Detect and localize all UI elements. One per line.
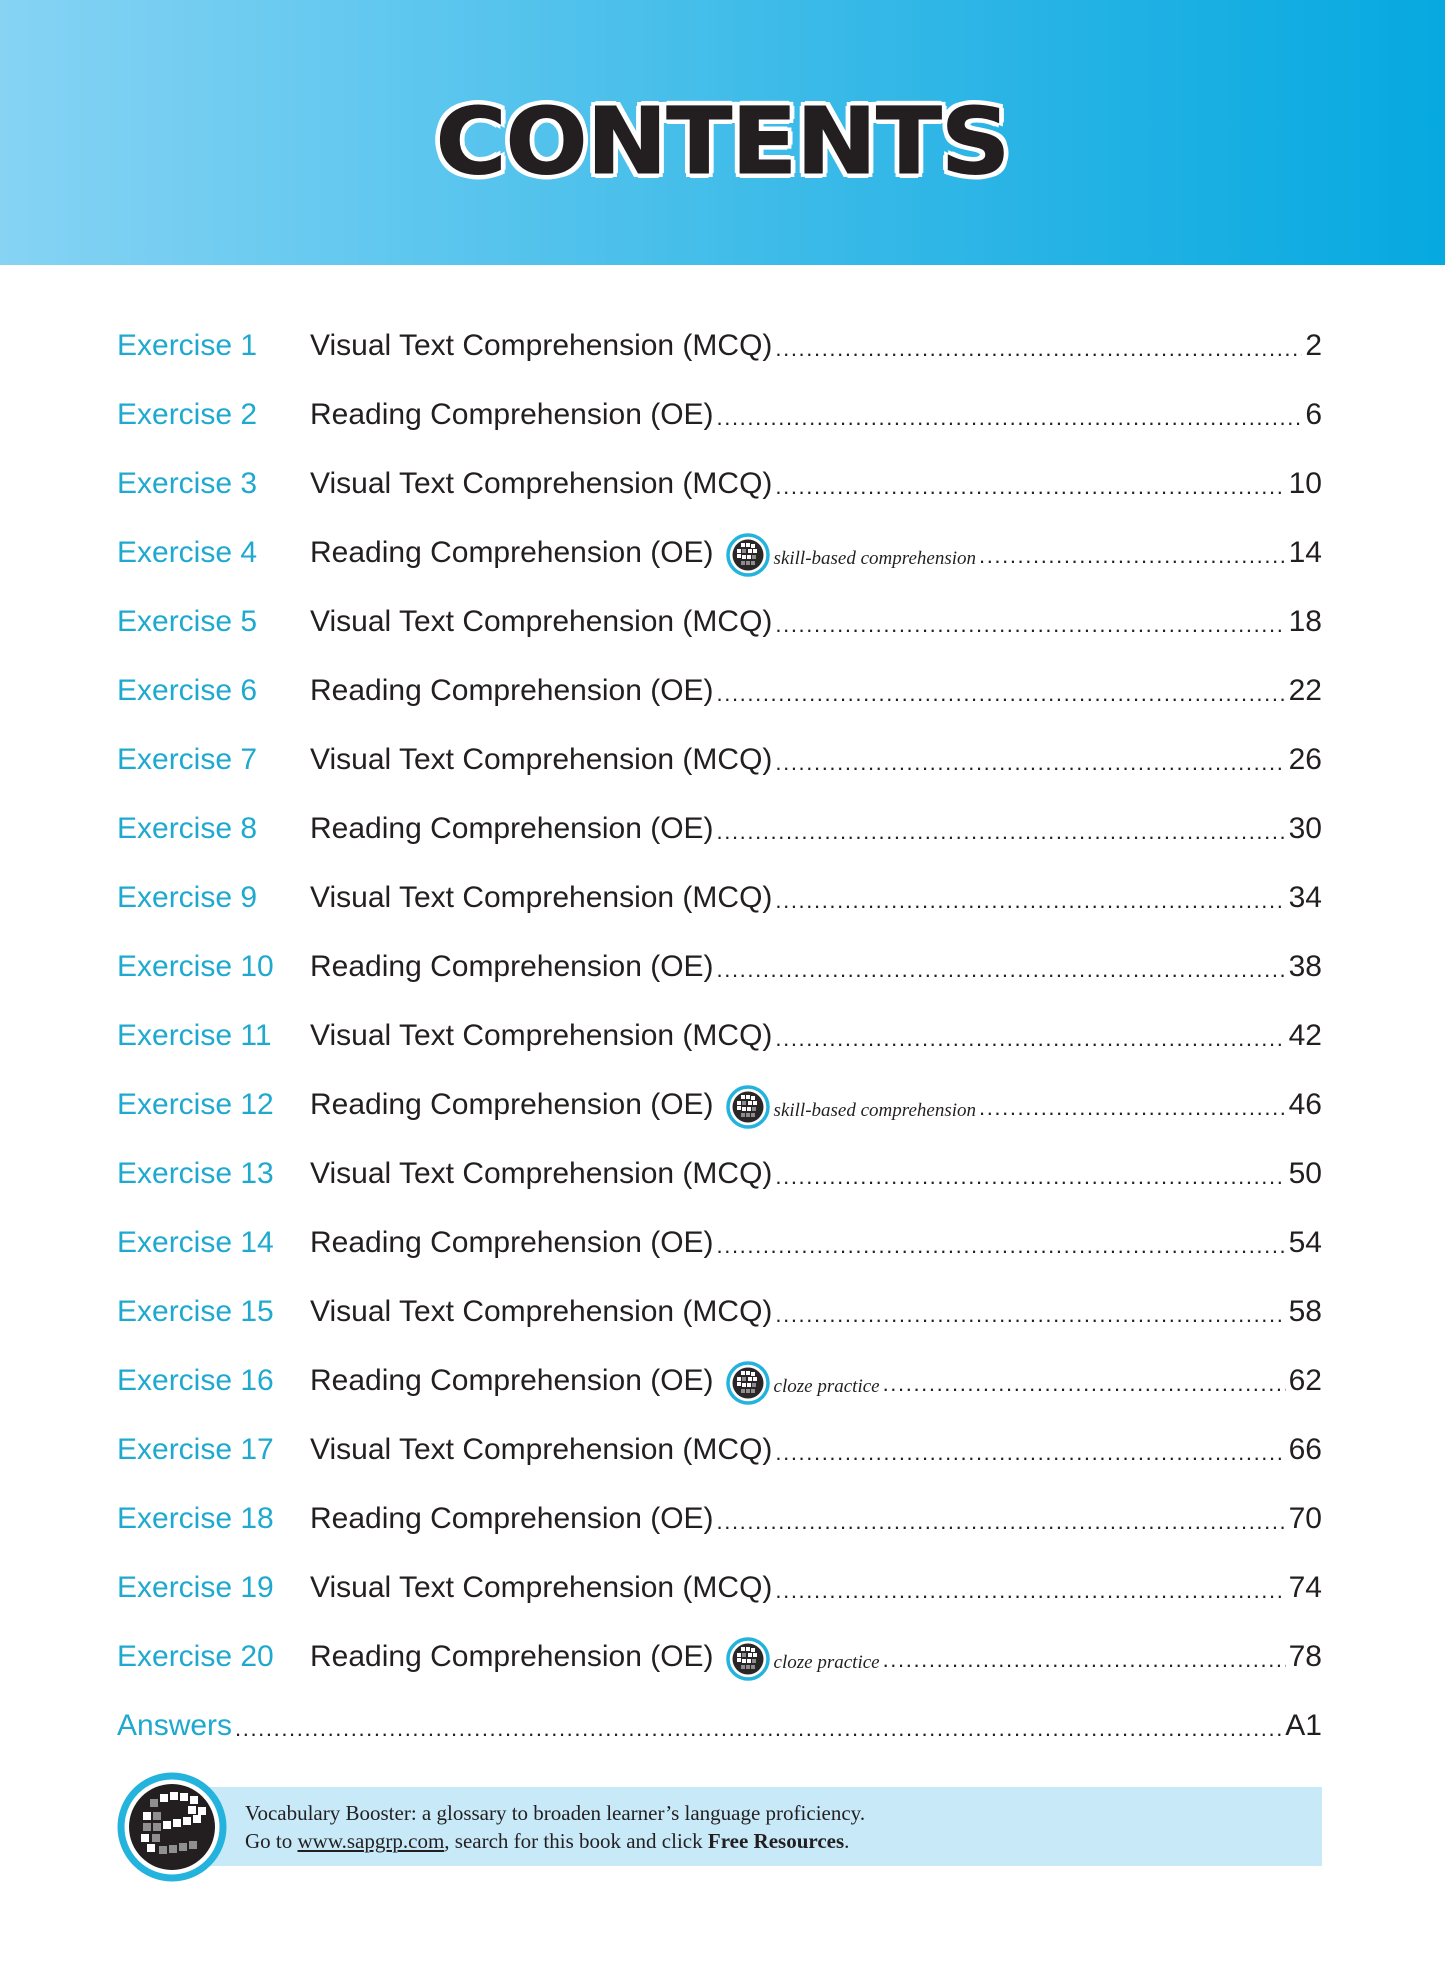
dot-leader [717, 398, 1303, 438]
exercise-title: Visual Text Comprehension (MCQ) [310, 329, 773, 362]
toc-row-exercise-18[interactable] [117, 1499, 1322, 1568]
exercise-title: Visual Text Comprehension (MCQ) [310, 605, 773, 638]
page-number: 50 [1288, 1157, 1322, 1190]
page-number: 18 [1288, 605, 1322, 638]
dot-leader [775, 467, 1285, 507]
exercise-label: Exercise 15 [117, 1295, 274, 1328]
dot-leader [883, 1640, 1286, 1680]
page-number: 14 [1288, 536, 1322, 569]
exercise-tag-text: cloze practice [773, 1652, 880, 1673]
dot-leader [775, 329, 1302, 369]
dot-leader [235, 1709, 1282, 1749]
exercise-title: Reading Comprehension (OE) [310, 1640, 714, 1673]
dot-leader [775, 1019, 1285, 1059]
dot-leader [717, 674, 1286, 714]
exercise-label: Exercise 4 [117, 536, 258, 569]
toc-row-exercise-9[interactable] [117, 878, 1322, 947]
toc-row-exercise-1[interactable] [117, 326, 1322, 395]
booster-text [245, 1799, 865, 1855]
exercise-tag-text: cloze practice [773, 1376, 880, 1397]
page-number: 10 [1288, 467, 1322, 500]
booster-badge-icon [726, 1637, 770, 1681]
page-number: 30 [1288, 812, 1322, 845]
page-number: 46 [1288, 1088, 1322, 1121]
page-number: 54 [1288, 1226, 1322, 1259]
exercise-title: Reading Comprehension (OE) [310, 1502, 714, 1535]
dot-leader [775, 743, 1285, 783]
exercise-title: Reading Comprehension (OE) [310, 1364, 714, 1397]
table-of-contents [117, 326, 1322, 1775]
page-number: 74 [1288, 1571, 1322, 1604]
booster-badge-icon [726, 1361, 770, 1405]
exercise-label: Exercise 12 [117, 1088, 274, 1121]
dot-leader [717, 1226, 1286, 1266]
page-title: CONTENTS [435, 88, 1010, 195]
exercise-title: Visual Text Comprehension (MCQ) [310, 881, 773, 914]
page-number: 62 [1288, 1364, 1322, 1397]
page-number: 70 [1288, 1502, 1322, 1535]
exercise-title: Visual Text Comprehension (MCQ) [310, 1019, 773, 1052]
page-number: 6 [1305, 398, 1322, 431]
exercise-tag-text: skill-based comprehension [773, 548, 976, 569]
vocabulary-booster-icon [117, 1772, 227, 1882]
exercise-title: Visual Text Comprehension (MCQ) [310, 1571, 773, 1604]
exercise-label: Exercise 18 [117, 1502, 274, 1535]
exercise-label: Exercise 6 [117, 674, 258, 707]
exercise-title: Reading Comprehension (OE) [310, 1088, 714, 1121]
toc-row-exercise-6[interactable] [117, 671, 1322, 740]
exercise-tag [726, 1085, 976, 1129]
booster-line-1: Vocabulary Booster: a glossary to broaden learner’s language proficiency. [245, 1801, 866, 1825]
toc-row-exercise-14[interactable] [117, 1223, 1322, 1292]
exercise-label: Exercise 20 [117, 1640, 274, 1673]
page-number: 38 [1288, 950, 1322, 983]
dot-leader [979, 536, 1286, 576]
dot-leader [775, 1433, 1285, 1473]
exercise-label: Exercise 2 [117, 398, 258, 431]
free-resources-text: Free Resources [707, 1829, 845, 1853]
exercise-label: Exercise 3 [117, 467, 258, 500]
page-number: 34 [1288, 881, 1322, 914]
dot-leader [883, 1364, 1286, 1404]
toc-row-exercise-2[interactable] [117, 395, 1322, 464]
answers-label: Answers [117, 1709, 233, 1742]
toc-row-exercise-7[interactable] [117, 740, 1322, 809]
page-number: 42 [1288, 1019, 1322, 1052]
exercise-title: Reading Comprehension (OE) [310, 398, 714, 431]
toc-row-exercise-12[interactable] [117, 1085, 1322, 1154]
exercise-label: Exercise 9 [117, 881, 258, 914]
exercise-title: Reading Comprehension (OE) [310, 950, 714, 983]
dot-leader [775, 1157, 1285, 1197]
toc-row-exercise-3[interactable] [117, 464, 1322, 533]
exercise-title: Visual Text Comprehension (MCQ) [310, 743, 773, 776]
exercise-label: Exercise 13 [117, 1157, 274, 1190]
dot-leader [775, 1295, 1285, 1335]
exercise-tag-text: skill-based comprehension [773, 1100, 976, 1121]
exercise-label: Exercise 19 [117, 1571, 274, 1604]
exercise-title: Visual Text Comprehension (MCQ) [310, 1157, 773, 1190]
toc-row-answers[interactable] [117, 1706, 1322, 1775]
toc-row-exercise-10[interactable] [117, 947, 1322, 1016]
exercise-title: Reading Comprehension (OE) [310, 674, 714, 707]
booster-badge-icon [726, 533, 770, 577]
exercise-label: Exercise 1 [117, 329, 258, 362]
exercise-label: Exercise 7 [117, 743, 258, 776]
exercise-label: Exercise 14 [117, 1226, 274, 1259]
toc-row-exercise-4[interactable] [117, 533, 1322, 602]
dot-leader [717, 1502, 1286, 1542]
toc-row-exercise-13[interactable] [117, 1154, 1322, 1223]
exercise-tag [726, 533, 976, 577]
exercise-label: Exercise 5 [117, 605, 258, 638]
booster-badge-icon [726, 1085, 770, 1129]
exercise-label: Exercise 8 [117, 812, 258, 845]
exercise-tag [726, 1637, 880, 1681]
exercise-label: Exercise 16 [117, 1364, 274, 1397]
exercise-title: Visual Text Comprehension (MCQ) [310, 467, 773, 500]
page-number: 2 [1305, 329, 1322, 362]
toc-row-exercise-15[interactable] [117, 1292, 1322, 1361]
toc-row-exercise-20[interactable] [117, 1637, 1322, 1706]
dot-leader [775, 1571, 1285, 1611]
toc-row-exercise-17[interactable] [117, 1430, 1322, 1499]
dot-leader [717, 950, 1286, 990]
dot-leader [979, 1088, 1286, 1128]
page-number: 26 [1288, 743, 1322, 776]
dot-leader [775, 881, 1285, 921]
exercise-label: Exercise 17 [117, 1433, 274, 1466]
page-number: 78 [1288, 1640, 1322, 1673]
sapgrp-link[interactable]: www.sapgrp.com [297, 1829, 445, 1853]
toc-row-exercise-19[interactable] [117, 1568, 1322, 1637]
exercise-title: Reading Comprehension (OE) [310, 812, 714, 845]
exercise-title: Visual Text Comprehension (MCQ) [310, 1295, 773, 1328]
page-number: A1 [1285, 1709, 1322, 1742]
exercise-title: Visual Text Comprehension (MCQ) [310, 1433, 773, 1466]
exercise-title: Reading Comprehension (OE) [310, 1226, 714, 1259]
exercise-label: Exercise 11 [117, 1019, 272, 1052]
dot-leader [775, 605, 1285, 645]
toc-row-exercise-8[interactable] [117, 809, 1322, 878]
booster-line-2: Go to www.sapgrp.com, search for this book and click Free Resources. [245, 1829, 850, 1853]
toc-row-exercise-11[interactable] [117, 1016, 1322, 1085]
toc-row-exercise-16[interactable] [117, 1361, 1322, 1430]
exercise-label: Exercise 10 [117, 950, 274, 983]
toc-row-exercise-5[interactable] [117, 602, 1322, 671]
exercise-tag [726, 1361, 880, 1405]
page-number: 58 [1288, 1295, 1322, 1328]
dot-leader [717, 812, 1286, 852]
page-number: 66 [1288, 1433, 1322, 1466]
page-number: 22 [1288, 674, 1322, 707]
vocabulary-booster-banner [117, 1772, 1322, 1882]
exercise-title: Reading Comprehension (OE) [310, 536, 714, 569]
